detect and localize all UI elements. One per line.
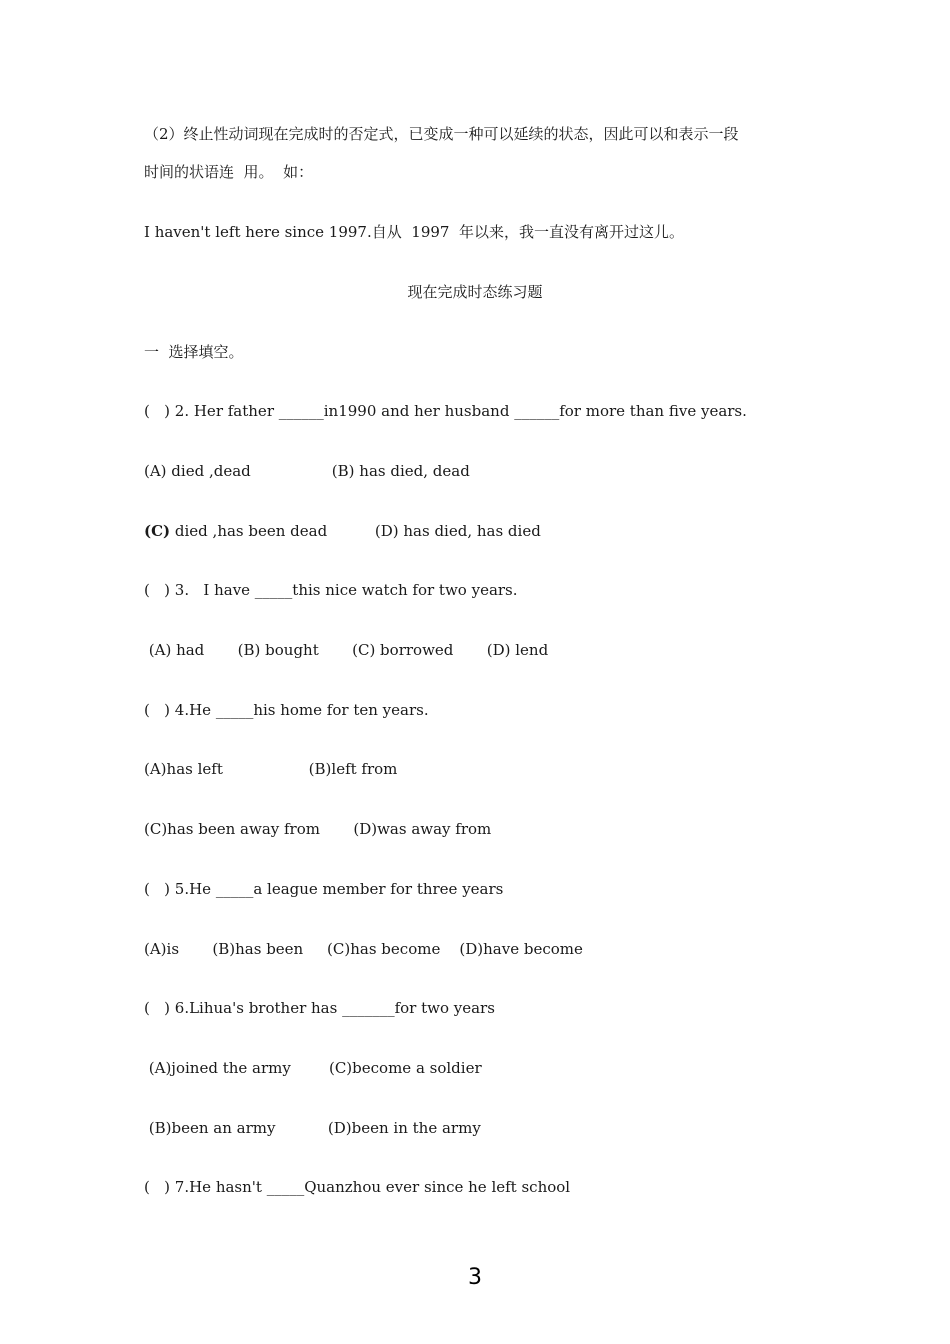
exercise-title: 现在完成时态练习题 [407,283,543,301]
page-number: 3 [468,1265,482,1290]
section-heading: 一 选择填空。 [144,343,244,361]
question-4: ( ) 4.He _____his home for ten years. [144,701,429,719]
question-3-options: (A) had (B) bought (C) borrowed (D) lend [144,641,549,659]
question-2-options-ab: (A) died ,dead (B) has died, dead [144,462,470,480]
question-5: ( ) 5.He _____a league member for three years [144,880,504,898]
option-text: died ,has been dead (D) has died, has died [170,522,541,540]
question-6-options-bd: (B)been an army (D)been in the army [144,1119,481,1137]
example-sentence: I haven't left here since 1997.自从 1997 年以来，我一直没有离开过这儿。 [144,223,684,241]
paragraph-line: （2）终止性动词现在完成时的否定式，已变成一种可以延续的状态，因此可以和表示一段 [144,125,739,143]
question-4-options-cd: (C)has been away from (D)was away from [144,820,492,838]
question-6: ( ) 6.Lihua's brother has _______for two years [144,999,495,1017]
question-4-options-ab: (A)has left (B)left from [144,760,398,778]
question-7: ( ) 7.He hasn't _____Quanzhou ever since he left school [144,1178,571,1196]
question-3: ( ) 3. I have _____this nice watch for two years. [144,581,518,599]
question-6-options-ac: (A)joined the army (C)become a soldier [144,1059,482,1077]
paragraph-line: 时间的状语连 用。 如： [144,163,314,181]
question-2-options-cd [144,521,541,541]
question-5-options: (A)is (B)has been (C)has become (D)have become [144,940,583,958]
option-c-label: (C) [144,522,171,540]
question-2: ( ) 2. Her father ______in1990 and her husband ______for more than five years. [144,402,747,420]
